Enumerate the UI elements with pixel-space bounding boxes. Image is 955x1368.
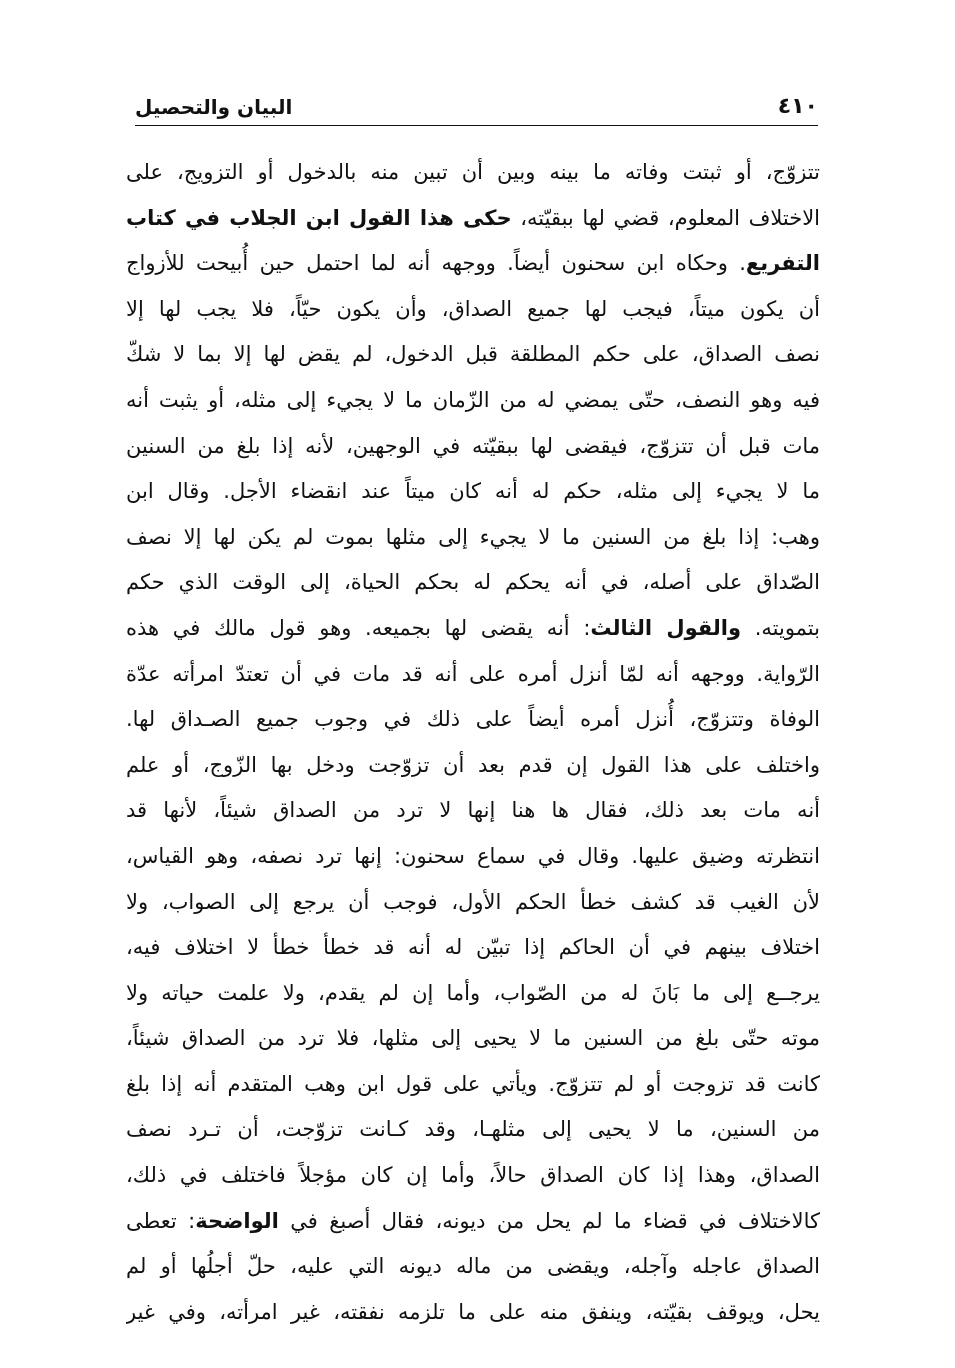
text-line: مات قبل أن تتزوّج، فيقضى لها ببقيّته في الوجهين، لأنه إذا بلغ من السنين	[126, 433, 820, 458]
running-title: البيان والتحصيل	[135, 95, 293, 119]
text-line: ما لا يجيء إلى مثله، حكم له أنه كان ميتاً عند انقضاء الأجل. وقال ابن	[126, 479, 820, 504]
text-line: كالاختلاف في قضاء ما لم يحل من ديونه، فقال أصبغ في الواضحة: تعطى	[126, 1208, 820, 1233]
text-line: اختلاف بينهم في أن الحاكم إذا تبيّن له أنه قد خطأ خطأ لا اختلاف فيه،	[126, 935, 820, 960]
text-line: وهب: إذا بلغ من السنين ما لا يجيء إلى مثلها بموت لم يكن لها إلا نصف	[126, 524, 820, 549]
text-line: لأن الغيب قد كشف خطأ الحكم الأول، فوجب أن يرجع إلى الصواب، ولا	[126, 889, 820, 914]
text-line: نصف الصداق، على حكم المطلقة قبل الدخول، لم يقض لها إلا بما لا شكّ	[126, 342, 820, 367]
bold-phrase: والقول الثالث	[590, 615, 742, 640]
bold-phrase: التفريع	[745, 251, 820, 276]
text-line: التفريع. وحكاه ابن سحنون أيضاً. ووجهه أنه لما احتمل حين أُبيحت للأزواج	[126, 251, 820, 276]
bold-phrase: حكى هذا القول ابن الجلاب في كتاب	[126, 205, 512, 230]
text-line: يرجــع إلى ما بَانَ له من الصّواب، وأما إن لم يقدم، ولا علمت حياته ولا	[126, 980, 820, 1005]
text-line: واختلف على هذا القول إن قدم بعد أن تزوّجت ودخل بها الزّوج، أو علم	[126, 752, 820, 777]
text-line: أنه مات بعد ذلك، فقال ها هنا إنها لا ترد من الصداق شيئاً، لأنها قد	[126, 798, 820, 823]
text-line: الوفاة وتتزوّج، أُنزل أمره أيضاً على ذلك في وجوب جميع الصـداق لها.	[126, 707, 820, 732]
header-divider	[135, 125, 818, 126]
text-line: موته حتّى بلغ من السنين ما لا يحيى إلى مثلها، فلا ترد من الصداق شيئاً،	[126, 1026, 820, 1051]
text-line: بتمويته. والقول الثالث: أنه يقضى لها بجميعه. وهو قول مالك في هذه	[126, 615, 820, 640]
text-line: من السنين، ما لا يحيى إلى مثلهـا، وقد كـانت تزوّجت، أن تـرد نصف	[126, 1117, 820, 1142]
text-line: الصداق عاجله وآجله، ويقضى من ماله ديونه التي عليه، حلّ أجلُها أو لم	[126, 1254, 820, 1279]
page-header	[135, 92, 818, 126]
text-line: يحل، ويوقف بقيّته، وينفق منه على ما تلزمه نفقته، غير امرأته، وفي غير	[126, 1299, 820, 1324]
text-line: أن يكون ميتاً، فيجب لها جميع الصداق، وأن يكون حيّاً، فلا يجب لها إلا	[126, 296, 820, 321]
text-line: الصّداق على أصله، في أنه يحكم له بحكم الحياة، إلى الوقت الذي حكم	[126, 570, 820, 595]
text-line: انتظرته وضيق عليها. وقال في سماع سحنون: إنها ترد نصفه، وهو القياس،	[126, 843, 820, 868]
page-number: ٤١٠	[777, 94, 818, 119]
text-line: الرّواية. ووجهه أنه لمّا أنزل أمره على أنه قد مات في أن تعتدّ امرأته عدّة	[126, 661, 820, 686]
body-text	[126, 150, 820, 1335]
bold-phrase: الواضحة	[195, 1208, 279, 1233]
text-line: الصداق، وهذا إذا كان الصداق حالاً، وأما إن كان مؤجلاً فاختلف في ذلك،	[126, 1163, 820, 1188]
text-line: كانت قد تزوجت أو لم تتزوّج. ويأتي على قول ابن وهب المتقدم أنه إذا بلغ	[126, 1071, 820, 1096]
text-line: تتزوّج، أو ثبتت وفاته ما بينه وبين أن تبين منه بالدخول أو التزويج، على	[126, 160, 820, 184]
text-line: فيه وهو النصف، حتّى يمضي له من الزّمان ما لا يجيء إلى مثله، أو يثبت أنه	[126, 387, 820, 412]
text-line: الاختلاف المعلوم، قضي لها ببقيّته، حكى هذا القول ابن الجلاب في كتاب	[126, 205, 820, 230]
